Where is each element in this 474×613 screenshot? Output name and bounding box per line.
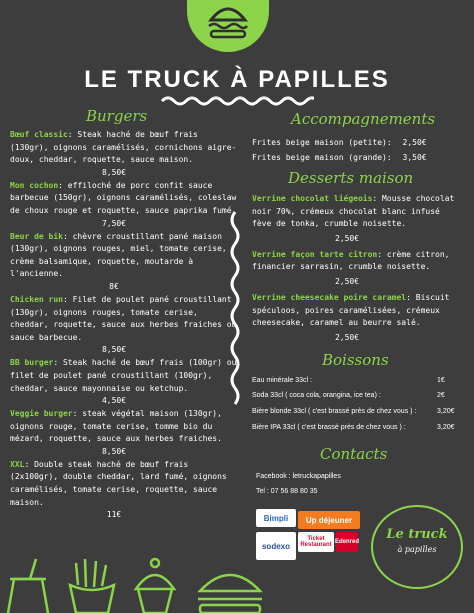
wave-divider xyxy=(160,94,314,108)
page-title: LE TRUCK À PAPILLES xyxy=(84,66,390,93)
item-price: 2,50€ xyxy=(334,332,360,342)
drink-price: 3,20€ xyxy=(437,408,455,415)
cupcake-icon xyxy=(136,559,174,613)
item-price: 2,50€ xyxy=(334,233,360,243)
menu-item xyxy=(10,231,238,291)
ticket-restaurant-logo: Ticket Restaurant xyxy=(298,532,334,552)
item-name: XXL xyxy=(10,459,25,469)
item-price: 8,50€ xyxy=(101,446,127,456)
item-name: Veggie burger xyxy=(10,409,73,419)
item-name: Bœuf classic xyxy=(10,130,68,139)
item-name: Verrine cheesecake poire caramel xyxy=(252,292,407,302)
item-description: : Steak haché de bœuf frais (100gr) ou filet de poulet pané croustillant (100gr), cheddar, sauce mayonnaise ou ketchup. xyxy=(10,358,237,393)
side-label: Frites beige maison (petite): xyxy=(252,138,392,147)
burger-list xyxy=(10,129,238,522)
bimpli-logo: Bimpli xyxy=(256,509,296,527)
brand-stamp-logo xyxy=(371,505,463,589)
menu-item xyxy=(10,357,238,405)
dessert-list xyxy=(252,193,462,348)
item-name: Chicken run xyxy=(10,294,63,304)
drink-price: 2€ xyxy=(437,392,445,399)
burger-illustration-icon xyxy=(198,575,262,613)
section-title-boissons: Boissons xyxy=(322,351,389,369)
item-price: 11€ xyxy=(106,510,122,520)
item-description: : Biscuit spéculoos, poires caramélisées, crémeux cheesecake, caramel au beurre salé. xyxy=(252,292,450,328)
item-price: 8,50€ xyxy=(101,345,127,355)
up-dejeuner-logo: Up déjeuner xyxy=(298,511,360,529)
item-name: Beur de bik xyxy=(10,231,63,241)
section-title-desserts: Desserts maison xyxy=(288,169,414,187)
item-description: : Steak haché de bœuf frais (130gr), oignons caramélisés, cornichons aigre-doux, cheddar, roquette, sauce maison. xyxy=(10,130,237,165)
side-item xyxy=(252,138,427,147)
side-item xyxy=(252,153,427,162)
section-title-accompagnements: Accompagnements xyxy=(291,110,436,128)
menu-item xyxy=(10,180,238,228)
item-description: : Filet de poulet pané croustillant (130gr), oignons rouges, tomate cerise, cheddar, roquette, sauce aux herbes fraiches ou sauce barbecue. xyxy=(10,294,237,342)
side-price: 3,50€ xyxy=(402,153,427,162)
drink-cup-icon xyxy=(8,559,48,613)
drink-price: 3,20€ xyxy=(437,424,455,431)
menu-item xyxy=(10,408,238,456)
food-illustrations xyxy=(0,555,270,613)
item-name: Mon cochon xyxy=(10,180,59,190)
item-description: : steak végétal maison (130gr), oignons rouge, tomate cerise, tomme bio du mézard, roquette, sauce aux herbes fraiches. xyxy=(10,409,222,444)
item-name: BB burger xyxy=(10,358,54,368)
edenred-logo: Edenred xyxy=(336,532,358,552)
section-title-burgers: Burgers xyxy=(86,107,148,125)
item-name: Verrine façon tarte citron xyxy=(252,249,378,259)
drink-label: Eau minérale 33cl : xyxy=(252,377,312,384)
item-price: 8,50€ xyxy=(101,167,127,177)
menu-item xyxy=(10,294,238,354)
drink-price: 1€ xyxy=(437,377,445,384)
item-description: : Double steak haché de bœuf frais (2x100gr), double cheddar, lard fumé, oignons caramélisés, tomate cerise, roquette, sauce maison. xyxy=(10,459,227,507)
item-price: 2,50€ xyxy=(334,276,360,286)
menu-item xyxy=(252,193,462,243)
drink-label: Bière IPA 33cl ( c'est brassé près de chez vous ) : xyxy=(252,424,406,431)
drink-label: Bière blonde 33cl ( c'est brassé près de chez vous ) : xyxy=(252,408,417,415)
brand-stamp-line2: à papilles xyxy=(397,545,437,554)
side-price: 2,50€ xyxy=(402,138,427,147)
menu-item xyxy=(252,292,462,342)
vertical-wave-divider xyxy=(228,210,242,410)
menu-item xyxy=(10,459,238,519)
burger-icon xyxy=(187,0,269,52)
item-description: : effiloché de porc confit sauce barbecue (150gr), oignons caramélisés, coleslaw de choux rouge et roquette, sauce paprika fumé. xyxy=(10,180,237,215)
logo-badge xyxy=(187,0,269,52)
item-price: 8€ xyxy=(109,281,119,291)
sodexo-logo: sodexo xyxy=(256,532,296,560)
item-description: : crème citron, financier sarrasin, crumble noisette. xyxy=(252,249,450,272)
menu-item xyxy=(252,249,462,286)
section-title-contacts: Contacts xyxy=(320,445,388,463)
item-name: Verrine chocolat liégeois xyxy=(252,194,373,203)
drink-label: Soda 33cl ( coca cola, orangina, ice tea) : xyxy=(252,392,381,399)
contact-facebook: Facebook : letruckapapilles xyxy=(256,473,341,480)
side-label: Frites beige maison (grande): xyxy=(252,153,392,162)
item-description: : Mousse chocolat noir 70%, crémeux chocolat blanc infusé fève de tonka, crumble noisette. xyxy=(252,194,455,229)
item-description: : chèvre croustillant pané maison (130gr), oignons rouges, miel, tomate cerise, crème balsamique, roquette, moutarde à l'ancienne. xyxy=(10,231,227,279)
contact-phone: Tel : 07 56 88 80 35 xyxy=(256,488,318,495)
brand-stamp-line1: Le truck xyxy=(386,527,448,542)
item-price: 4,50€ xyxy=(101,396,127,406)
item-price: 7,50€ xyxy=(101,218,127,228)
menu-item xyxy=(10,129,238,177)
fries-icon xyxy=(70,559,114,613)
